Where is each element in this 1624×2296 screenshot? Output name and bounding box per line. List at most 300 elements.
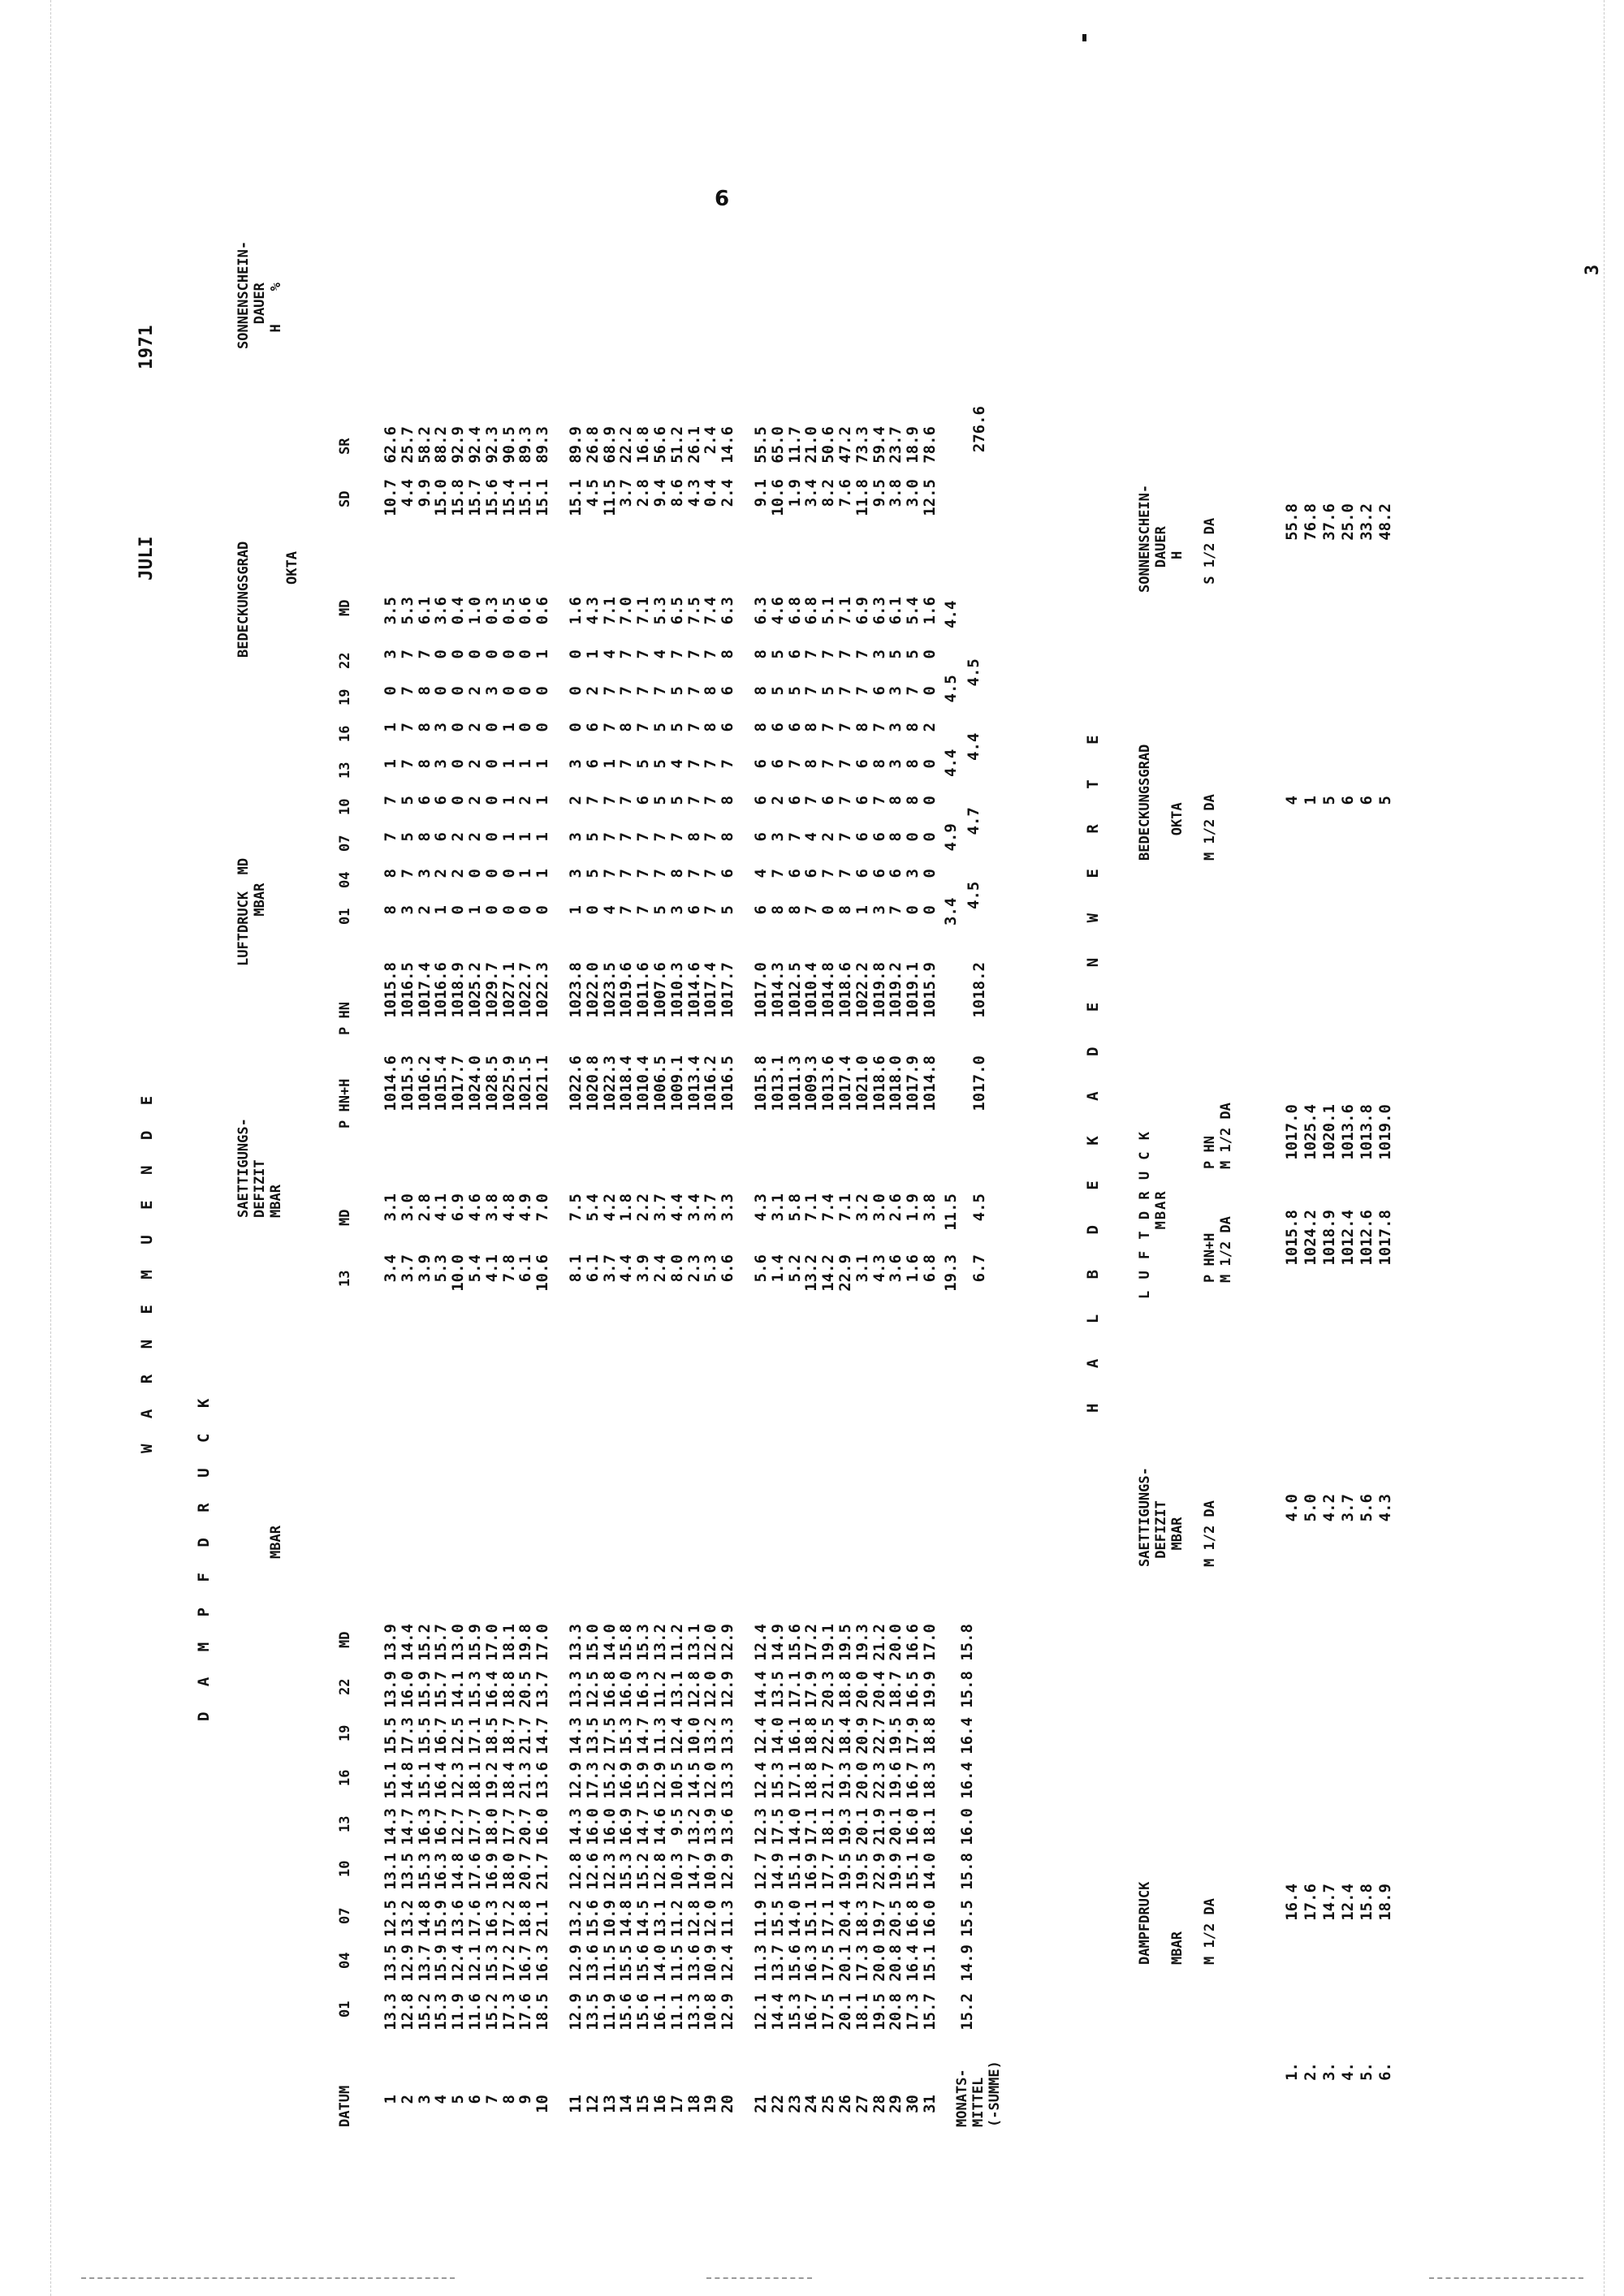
cloud-okta-cell: 6 — [752, 796, 770, 805]
pressure-cell: 1018.0 — [887, 1055, 905, 1111]
saturation-deficit-cell: 3.7 — [651, 1193, 669, 1222]
cloud-okta-cell: 7 — [617, 905, 636, 915]
vapor-pressure-cell: 15.5 — [415, 1717, 434, 1754]
day-number: 28 — [870, 2095, 888, 2113]
vapor-pressure-cell: 15.3 — [415, 1853, 434, 1890]
cloud-okta-cell: 0 — [516, 650, 535, 659]
dampfdruck-unit: MBAR — [268, 1526, 284, 1559]
cloud-okta-cell: 0.4 — [449, 597, 468, 625]
saturation-deficit-cell: 7.1 — [802, 1193, 821, 1222]
pressure-cell: 1017.4 — [702, 962, 720, 1018]
sunshine-cell: 89.3 — [516, 426, 535, 464]
cloud-okta-cell: 7 — [819, 723, 838, 732]
saturation-deficit-cell: 1.8 — [617, 1193, 636, 1222]
cloud-okta-cell: 7.0 — [617, 597, 636, 625]
cloud-okta-cell: 7 — [702, 869, 720, 878]
cloud-okta-cell: 6 — [719, 686, 737, 696]
vapor-pressure-cell: 13.3 — [382, 1993, 400, 2031]
hd-saturation-deficit: 4.3 — [1376, 1494, 1394, 1522]
pressure-cell: 1016.5 — [719, 1055, 737, 1111]
saturation-deficit-cell: 4.6 — [466, 1193, 484, 1222]
hd-pressure-hnh: 1015.8 — [1283, 1210, 1301, 1266]
hd-sunshine: 33.2 — [1358, 503, 1376, 541]
cloud-okta-cell: 7 — [617, 832, 636, 842]
luftdruck-header: LUFTDRUCK MD MBAR — [235, 857, 268, 966]
vapor-pressure-cell: 20.0 — [853, 1762, 871, 1799]
pressure-cell: 1017.9 — [904, 1055, 922, 1111]
vapor-pressure-cell: 13.3 — [719, 1762, 737, 1799]
saturation-deficit-cell: 5.3 — [432, 1254, 451, 1283]
saturation-deficit-cell: 7.0 — [533, 1193, 552, 1222]
vapor-pressure-cell: 12.1 — [752, 1993, 770, 2031]
cloud-okta-cell: 0 — [449, 723, 468, 732]
vapor-pressure-cell: 15.7 — [432, 1624, 451, 1661]
bottom-dash-mid — [706, 2277, 812, 2279]
cloud-okta-cell: 0 — [449, 796, 468, 805]
vapor-pressure-cell: 11.2 — [667, 1624, 686, 1661]
sunshine-cell: 10.6 — [768, 479, 787, 516]
cloud-okta-cell: 2 — [415, 905, 434, 915]
okta-col-header-07: 07 — [337, 835, 353, 852]
vapor-pressure-cell: 20.1 — [853, 1808, 871, 1845]
sunshine-cell: 89.9 — [567, 426, 585, 464]
vapor-pressure-cell: 15.3 — [466, 1671, 484, 1708]
day-number: 8 — [499, 2095, 518, 2104]
sunshine-cell: 62.6 — [382, 426, 400, 464]
cloud-okta-cell: 3 — [382, 650, 400, 659]
hd-pressure-hn: 1017.0 — [1283, 1104, 1301, 1160]
vapor-pressure-cell: 14.8 — [398, 1762, 417, 1799]
sunshine-cell: 89.3 — [533, 426, 552, 464]
saturation-deficit-cell: 5.4 — [466, 1254, 484, 1283]
sunshine-cell: 21.0 — [802, 426, 821, 464]
cloud-okta-cell: 0 — [432, 650, 451, 659]
pressure-cell: 1029.7 — [482, 962, 501, 1018]
pressure-cell: 1015.3 — [398, 1055, 417, 1111]
cloud-okta-cell: 8 — [415, 723, 434, 732]
cloud-okta-cell: 0 — [904, 832, 922, 842]
day-number: 13 — [600, 2095, 619, 2113]
vapor-pressure-cell: 16.0 — [904, 1808, 922, 1845]
hd-vapor-pressure: 12.4 — [1339, 1884, 1357, 1921]
sunshine-cell: 9.4 — [651, 479, 669, 507]
cloud-okta-cell: 0 — [466, 869, 484, 878]
vapor-pressure-cell: 16.3 — [432, 1853, 451, 1890]
vapor-pressure-cell: 17.1 — [819, 1900, 838, 1937]
sunshine-cell: 15.7 — [466, 479, 484, 516]
sd-col-header-13: 13 — [337, 1270, 353, 1287]
vapor-pressure-cell: 12.7 — [752, 1853, 770, 1890]
cloud-okta-cell: 8 — [802, 723, 821, 732]
vapor-pressure-cell: 13.9 — [382, 1671, 400, 1708]
cloud-okta-cell: 5 — [651, 723, 669, 732]
hd-cloud-okta: 5 — [1320, 796, 1338, 805]
vapor-pressure-cell: 12.9 — [719, 1671, 737, 1708]
vapor-pressure-cell: 13.6 — [449, 1900, 468, 1937]
cloud-okta-cell: 6 — [583, 759, 602, 769]
vapor-pressure-cell: 16.6 — [904, 1624, 922, 1661]
vapor-pressure-cell: 12.9 — [567, 1762, 585, 1799]
cloud-okta-cell: 0 — [499, 686, 518, 696]
vapor-pressure-cell: 18.1 — [921, 1808, 939, 1845]
vapor-pressure-cell: 17.3 — [583, 1762, 602, 1799]
cloud-okta-cell: 0 — [921, 650, 939, 659]
cloud-okta-cell: 1 — [516, 869, 535, 878]
vapor-pressure-cell: 13.7 — [533, 1671, 552, 1708]
cloud-okta-cell: 3 — [398, 905, 417, 915]
cloud-okta-cell: 8 — [382, 905, 400, 915]
cloud-okta-cell: 7 — [768, 869, 787, 878]
cloud-okta-cell: 7 — [600, 686, 619, 696]
cloud-okta-cell: 2 — [466, 832, 484, 842]
datum-header: DATUM — [337, 2085, 353, 2127]
vapor-pressure-cell: 13.2 — [702, 1717, 720, 1754]
cloud-okta-cell: 4.3 — [583, 597, 602, 625]
vapor-pressure-cell: 15.3 — [617, 1853, 636, 1890]
vapor-pressure-cell: 12.9 — [651, 1762, 669, 1799]
sonnenschein-header: SONNENSCHEIN- DAUER H % — [235, 240, 284, 349]
monthly-okta-upper: 3.4 4.9 4.4 4.5 4.4 — [942, 600, 960, 926]
cloud-okta-cell: 6 — [415, 796, 434, 805]
cloud-okta-cell: 0 — [482, 723, 501, 732]
vapor-pressure-cell: 21.1 — [533, 1900, 552, 1937]
hd-sunshine: 55.8 — [1283, 503, 1301, 541]
vapor-pressure-cell: 15.2 — [415, 1993, 434, 2031]
cloud-okta-cell: 7 — [398, 686, 417, 696]
pressure-cell: 1019.2 — [887, 962, 905, 1018]
pressure-cell: 1021.0 — [853, 1055, 871, 1111]
pressure-cell: 1019.1 — [904, 962, 922, 1018]
cloud-okta-cell: 3 — [887, 723, 905, 732]
cloud-okta-cell: 0 — [449, 905, 468, 915]
vapor-pressure-cell: 11.5 — [667, 1944, 686, 1982]
sunshine-cell: 90.5 — [499, 426, 518, 464]
day-number: 7 — [482, 2095, 501, 2104]
cloud-okta-cell: 3 — [887, 759, 905, 769]
saturation-deficit-cell: 2.6 — [887, 1193, 905, 1222]
cloud-okta-cell: 1 — [533, 759, 552, 769]
sunshine-cell: 9.1 — [752, 479, 770, 507]
sunshine-cell: 10.7 — [382, 479, 400, 516]
cloud-okta-cell: 6 — [685, 905, 703, 915]
cloud-okta-cell: 5.3 — [398, 597, 417, 625]
monthly-vapor-pressure: 14.9 — [958, 1944, 976, 1982]
sunshine-cell: 15.6 — [482, 479, 501, 516]
vapor-pressure-cell: 15.7 — [921, 1993, 939, 2031]
pressure-cell: 1021.1 — [533, 1055, 552, 1111]
hd-saturation-deficit: 4.0 — [1283, 1494, 1301, 1522]
vp-col-header-md: MD — [337, 1631, 353, 1648]
cloud-okta-cell: 7 — [819, 869, 838, 878]
sunshine-cell: 2.4 — [702, 426, 720, 455]
pressure-cell: 1018.6 — [836, 962, 854, 1018]
saturation-deficit-cell: 8.0 — [667, 1254, 686, 1283]
vapor-pressure-cell: 16.9 — [617, 1808, 636, 1845]
vapor-pressure-cell: 12.8 — [685, 1900, 703, 1937]
vapor-pressure-cell: 16.7 — [802, 1993, 821, 2031]
vapor-pressure-cell: 12.1 — [466, 1944, 484, 1982]
sunshine-cell: 92.3 — [482, 426, 501, 464]
cloud-okta-cell: 3 — [482, 686, 501, 696]
vapor-pressure-cell: 16.3 — [482, 1900, 501, 1937]
cloud-okta-cell: 7 — [600, 796, 619, 805]
cloud-okta-cell: 3 — [887, 686, 905, 696]
vapor-pressure-cell: 13.5 — [398, 1853, 417, 1890]
vapor-pressure-cell: 13.3 — [567, 1624, 585, 1661]
cloud-okta-cell: 7 — [398, 869, 417, 878]
hd-saturation-deficit: 5.6 — [1358, 1494, 1376, 1522]
day-number: 11 — [567, 2095, 585, 2113]
vapor-pressure-cell: 16.0 — [533, 1808, 552, 1845]
vapor-pressure-cell: 22.3 — [870, 1762, 888, 1799]
vapor-pressure-cell: 16.3 — [802, 1944, 821, 1982]
cloud-okta-cell: 6 — [719, 723, 737, 732]
cloud-okta-cell: 3 — [567, 832, 585, 842]
sunshine-cell: 2.8 — [634, 479, 653, 507]
pressure-cell: 1018.9 — [449, 962, 468, 1018]
vapor-pressure-cell: 16.0 — [583, 1808, 602, 1845]
okta-col-header-19: 19 — [337, 688, 353, 706]
hd-vapor-pressure: 15.8 — [1358, 1884, 1376, 1921]
monthly-saturation-deficit-max: 19.3 — [942, 1254, 960, 1292]
monthly-mean-label: MONATS- MITTEL (-SUMME) — [954, 2061, 1003, 2127]
vapor-pressure-cell: 13.2 — [651, 1624, 669, 1661]
pressure-cell: 1015.8 — [382, 962, 400, 1018]
hd-pressure-hnh: 1012.4 — [1339, 1210, 1357, 1266]
day-number: 27 — [853, 2095, 871, 2113]
vapor-pressure-cell: 11.2 — [651, 1671, 669, 1708]
vapor-pressure-cell: 15.9 — [415, 1671, 434, 1708]
cloud-okta-cell: 0 — [516, 905, 535, 915]
hd-vapor-pressure: 16.4 — [1283, 1884, 1301, 1921]
pressure-cell: 1016.5 — [398, 962, 417, 1018]
day-number: 24 — [802, 2095, 821, 2113]
cloud-okta-cell: 0 — [567, 723, 585, 732]
vapor-pressure-cell: 21.7 — [819, 1762, 838, 1799]
cloud-okta-cell: 7 — [887, 905, 905, 915]
cloud-okta-cell: 3 — [415, 869, 434, 878]
vapor-pressure-cell: 10.0 — [685, 1717, 703, 1754]
cloud-okta-cell: 6 — [768, 759, 787, 769]
sunshine-cell: 16.8 — [634, 426, 653, 464]
bedeckung-header: BEDECKUNGSGRAD — [235, 541, 252, 658]
vapor-pressure-cell: 15.6 — [583, 1900, 602, 1937]
cloud-okta-cell: 5 — [904, 650, 922, 659]
cloud-okta-cell: 0 — [499, 650, 518, 659]
saturation-deficit-cell: 4.9 — [516, 1193, 535, 1222]
cloud-okta-cell: 0 — [567, 686, 585, 696]
vapor-pressure-cell: 15.1 — [382, 1762, 400, 1799]
cloud-okta-cell: 7 — [617, 759, 636, 769]
cloud-okta-cell: 1 — [499, 832, 518, 842]
vapor-pressure-cell: 14.5 — [685, 1762, 703, 1799]
cloud-okta-cell: 0 — [921, 869, 939, 878]
hd-period: 3. — [1320, 2062, 1338, 2081]
vapor-pressure-cell: 15.5 — [382, 1717, 400, 1754]
pressure-cell: 1006.5 — [651, 1055, 669, 1111]
vapor-pressure-cell: 17.5 — [819, 1993, 838, 2031]
saturation-deficit-cell: 1.6 — [904, 1254, 922, 1283]
cloud-okta-cell: 7 — [819, 650, 838, 659]
rotated-table-sheet — [138, 146, 1453, 2127]
vapor-pressure-cell: 15.6 — [634, 1944, 653, 1982]
cloud-okta-cell: 7 — [836, 796, 854, 805]
vapor-pressure-cell: 16.4 — [432, 1762, 451, 1799]
vapor-pressure-cell: 18.7 — [887, 1671, 905, 1708]
sunshine-cell: 11.5 — [600, 479, 619, 516]
sunshine-cell: 11.7 — [785, 426, 804, 464]
vapor-pressure-cell: 11.2 — [667, 1900, 686, 1937]
cloud-okta-cell: 0 — [482, 832, 501, 842]
page-number: 6 — [715, 187, 730, 211]
hd-sunshine: 76.8 — [1302, 503, 1320, 541]
vp-col-header-07: 07 — [337, 1907, 353, 1924]
vapor-pressure-cell: 17.6 — [466, 1853, 484, 1890]
vapor-pressure-cell: 12.8 — [685, 1671, 703, 1708]
pressure-cell: 1022.2 — [853, 962, 871, 1018]
cloud-okta-cell: 8 — [719, 650, 737, 659]
vapor-pressure-cell: 17.0 — [533, 1624, 552, 1661]
pressure-cell: 1007.6 — [651, 962, 669, 1018]
saturation-deficit-cell: 4.1 — [482, 1254, 501, 1283]
vapor-pressure-cell: 13.3 — [719, 1717, 737, 1754]
vapor-pressure-cell: 20.0 — [887, 1624, 905, 1661]
cloud-okta-cell: 7 — [702, 650, 720, 659]
cloud-okta-cell: 0 — [482, 869, 501, 878]
pressure-cell: 1025.2 — [466, 962, 484, 1018]
vapor-pressure-cell: 17.1 — [802, 1808, 821, 1845]
cloud-okta-cell: 0 — [533, 686, 552, 696]
vapor-pressure-cell: 14.8 — [415, 1900, 434, 1937]
sunshine-cell: 14.6 — [719, 426, 737, 464]
cloud-okta-cell: 5.1 — [819, 597, 838, 625]
vapor-pressure-cell: 12.9 — [719, 1624, 737, 1661]
day-number: 20 — [719, 2095, 737, 2113]
cloud-okta-cell: 7 — [819, 759, 838, 769]
cloud-okta-cell: 1 — [533, 832, 552, 842]
vapor-pressure-cell: 12.8 — [398, 1993, 417, 2031]
hd-sonnenschein-header: SONNENSCHEIN- DAUER H S 1/2 DA — [1137, 484, 1218, 593]
cloud-okta-cell: 0.5 — [499, 597, 518, 625]
cloud-okta-cell: 1.6 — [921, 597, 939, 625]
sunshine-cell: 15.8 — [449, 479, 468, 516]
pressure-cell: 1021.5 — [516, 1055, 535, 1111]
vapor-pressure-cell: 10.3 — [667, 1853, 686, 1890]
pressure-cell: 1009.3 — [802, 1055, 821, 1111]
pressure-cell: 1014.8 — [819, 962, 838, 1018]
cloud-okta-cell: 1 — [533, 869, 552, 878]
day-number: 9 — [516, 2095, 535, 2104]
cloud-okta-cell: 5 — [634, 759, 653, 769]
cloud-okta-cell: 5 — [651, 796, 669, 805]
pressure-cell: 1019.8 — [870, 962, 888, 1018]
cloud-okta-cell: 0 — [567, 650, 585, 659]
year-label: 1971 — [136, 325, 157, 369]
cloud-okta-cell: 3 — [567, 759, 585, 769]
cloud-okta-cell: 8 — [752, 686, 770, 696]
pressure-cell: 1022.7 — [516, 962, 535, 1018]
vapor-pressure-cell: 20.0 — [853, 1671, 871, 1708]
day-number: 6 — [466, 2095, 484, 2104]
cloud-okta-cell: 8 — [667, 869, 686, 878]
vapor-pressure-cell: 20.1 — [836, 1944, 854, 1982]
monthly-saturation-deficit: 4.5 — [970, 1193, 988, 1222]
vapor-pressure-cell: 13.2 — [398, 1900, 417, 1937]
sunshine-cell: 55.5 — [752, 426, 770, 464]
pressure-cell: 1015.8 — [752, 1055, 770, 1111]
pressure-cell: 1022.6 — [567, 1055, 585, 1111]
vapor-pressure-cell: 13.6 — [583, 1944, 602, 1982]
cloud-okta-cell: 1 — [516, 759, 535, 769]
saturation-deficit-cell: 2.3 — [685, 1254, 703, 1283]
vapor-pressure-cell: 14.6 — [651, 1808, 669, 1845]
vapor-pressure-cell: 18.8 — [921, 1717, 939, 1754]
cloud-okta-cell: 7 — [685, 686, 703, 696]
cloud-okta-cell: 7 — [836, 832, 854, 842]
sunshine-cell: 3.8 — [887, 479, 905, 507]
cloud-okta-cell: 4.6 — [768, 597, 787, 625]
vapor-pressure-cell: 13.3 — [685, 1993, 703, 2031]
vapor-pressure-cell: 17.2 — [499, 1900, 518, 1937]
hd-sunshine: 37.6 — [1320, 503, 1338, 541]
vapor-pressure-cell: 12.8 — [651, 1853, 669, 1890]
vapor-pressure-cell: 17.5 — [819, 1944, 838, 1982]
vapor-pressure-cell: 12.4 — [752, 1624, 770, 1661]
cloud-okta-cell: 2 — [449, 832, 468, 842]
vapor-pressure-cell: 13.1 — [382, 1853, 400, 1890]
cloud-okta-cell: 0 — [482, 796, 501, 805]
sunshine-cell: 15.4 — [499, 479, 518, 516]
cloud-okta-cell: 2 — [819, 832, 838, 842]
saturation-deficit-cell: 2.8 — [415, 1193, 434, 1222]
vapor-pressure-cell: 18.8 — [802, 1717, 821, 1754]
cloud-okta-cell: 4 — [802, 832, 821, 842]
cloud-okta-cell: 1 — [567, 905, 585, 915]
cloud-okta-cell: 0 — [466, 650, 484, 659]
sunshine-cell: 25.7 — [398, 426, 417, 464]
cloud-okta-cell: 6.8 — [802, 597, 821, 625]
sunshine-cell: 3.7 — [617, 479, 636, 507]
vapor-pressure-cell: 17.3 — [904, 1993, 922, 2031]
cloud-okta-cell: 7 — [802, 905, 821, 915]
cloud-okta-cell: 5 — [398, 796, 417, 805]
saturation-deficit-cell: 5.6 — [752, 1254, 770, 1283]
day-number: 26 — [836, 2095, 854, 2113]
vapor-pressure-cell: 21.9 — [870, 1808, 888, 1845]
vapor-pressure-cell: 13.1 — [685, 1624, 703, 1661]
cloud-okta-cell: 7 — [667, 832, 686, 842]
sunshine-cell: 26.8 — [583, 426, 602, 464]
vapor-pressure-cell: 19.3 — [853, 1624, 871, 1661]
cloud-okta-cell: 4 — [651, 650, 669, 659]
vapor-pressure-cell: 11.9 — [752, 1900, 770, 1937]
cloud-okta-cell: 0 — [921, 759, 939, 769]
vapor-pressure-cell: 11.9 — [449, 1993, 468, 2031]
cloud-okta-cell: 7 — [634, 832, 653, 842]
vapor-pressure-cell: 13.7 — [768, 1944, 787, 1982]
vp-col-header-04: 04 — [337, 1952, 353, 1969]
cloud-okta-cell: 5 — [887, 650, 905, 659]
cloud-okta-cell: 2 — [432, 869, 451, 878]
cloud-okta-cell: 1 — [499, 759, 518, 769]
monthly-vapor-pressure: 15.5 — [958, 1900, 976, 1937]
vapor-pressure-cell: 18.8 — [836, 1671, 854, 1708]
cloud-okta-cell: 0 — [516, 686, 535, 696]
vapor-pressure-cell: 12.6 — [583, 1853, 602, 1890]
saturation-deficit-cell: 3.1 — [768, 1193, 787, 1222]
cloud-okta-cell: 7 — [600, 832, 619, 842]
vapor-pressure-cell: 10.5 — [667, 1762, 686, 1799]
